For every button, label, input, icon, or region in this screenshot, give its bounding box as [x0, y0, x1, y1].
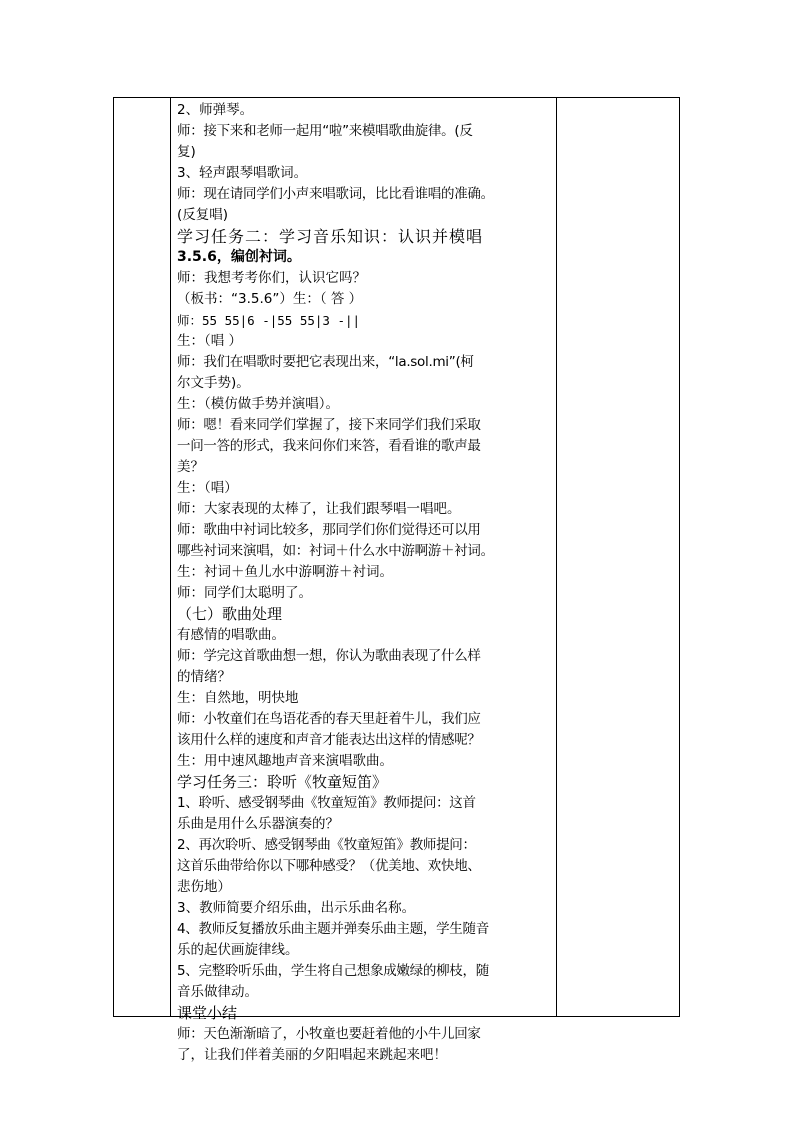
column-divider-left: [170, 98, 171, 1016]
text-line: 这首乐曲带给你以下哪种感受？（优美地、欢快地、: [177, 858, 481, 874]
text-line: 了，让我们伴着美丽的夕阳唱起来跳起来吧！: [177, 1047, 447, 1063]
text-line: 悲伤地）: [177, 879, 231, 895]
text-line: 5、完整聆听乐曲，学生将自己想象成嫩绿的柳枝，随: [177, 963, 489, 979]
text-line: 课堂小结: [177, 1004, 238, 1022]
lesson-content-cell: [177, 100, 551, 1066]
text-line: 生：（唱 ）: [177, 333, 243, 349]
text-line: 的情绪？: [177, 669, 231, 685]
text-line: 学习任务三：聆听《牧童短笛》: [177, 773, 388, 791]
text-line: 2、师弹琴。: [177, 102, 254, 118]
text-line: 该用什么样的速度和声音才能表达出这样的情感呢？: [177, 732, 481, 748]
text-line: 3、教师简要介绍乐曲，出示乐曲名称。: [177, 900, 416, 916]
text-line: （七）歌曲处理: [177, 605, 283, 623]
text-line: 2、再次聆听、感受钢琴曲《牧童短笛》教师提问：: [177, 837, 476, 853]
text-line: 音乐做律动。: [177, 984, 258, 1000]
text-line: 3、轻声跟琴唱歌词。: [177, 165, 308, 181]
text-line: 师：天色渐渐暗了，小牧童也要赶着他的小牛儿回家: [177, 1026, 481, 1042]
text-line: 师：歌曲中衬词比较多，那同学们你们觉得还可以用: [177, 522, 481, 538]
text-line: 生：（模仿做手势并演唱）。: [177, 396, 339, 412]
text-line: 师：接下来和老师一起用“啦”来模唱歌曲旋律。(反: [177, 123, 473, 139]
column-divider-right: [556, 98, 557, 1016]
text-line: 生：用中速风趣地声音来演唱歌曲。: [177, 753, 393, 769]
text-line: (反复唱): [177, 207, 229, 223]
text-line: 4、教师反复播放乐曲主题并弹奏乐曲主题，学生随音: [177, 921, 489, 937]
text-line: 一问一答的形式，我来问你们来答，看看谁的歌声最: [177, 438, 481, 454]
text-line: 学习任务二：学习音乐知识：认识并模唱: [177, 227, 484, 246]
text-line: 师：学完这首歌曲想一想，你认为歌曲表现了什么样: [177, 648, 481, 664]
text-line: 复): [177, 144, 196, 160]
text-line: 师：大家表现的太棒了，让我们跟琴唱一唱吧。: [177, 501, 461, 517]
text-line: 尔文手势)。: [177, 375, 250, 391]
text-line: 师：我想考考你们，认识它吗？: [177, 270, 366, 286]
text-line: 乐曲是用什么乐器演奏的？: [177, 816, 339, 832]
text-line: 哪些衬词来演唱，如：衬词＋什么水中游啊游＋衬词。: [177, 543, 494, 559]
text-line: 3.5.6，编创衬词。: [177, 249, 301, 265]
text-line: 生：（唱）: [177, 480, 238, 496]
text-line: 师：同学们太聪明了。: [177, 585, 312, 601]
text-line: 美？: [177, 459, 204, 475]
lesson-table: [113, 97, 680, 1063]
text-line: 师：现在请同学们小声来唱歌词，比比看谁唱的准确。: [177, 186, 494, 202]
text-line: 有感情的唱歌曲。: [177, 627, 285, 643]
text-line: 乐的起伏画旋律线。: [177, 942, 299, 958]
text-line: （板书：“3.5.6”）生：（ 答 ）: [177, 291, 363, 307]
text-line: 生：自然地，明快地: [177, 690, 299, 706]
text-line: 师：我们在唱歌时要把它表现出来，“la.sol.mi”(柯: [177, 354, 474, 370]
text-line: 师：嗯！看来同学们掌握了，接下来同学们我们采取: [177, 417, 481, 433]
text-line: 生：衬词＋鱼儿水中游啊游＋衬词。: [177, 564, 393, 580]
text-line: 1、聆听、感受钢琴曲《牧童短笛》教师提问：这首: [177, 795, 476, 811]
text-line: 师：小牧童们在鸟语花香的春天里赶着牛儿，我们应: [177, 711, 481, 727]
text-line: 师：55 55|6 -|55 55|3 -||: [177, 313, 361, 328]
